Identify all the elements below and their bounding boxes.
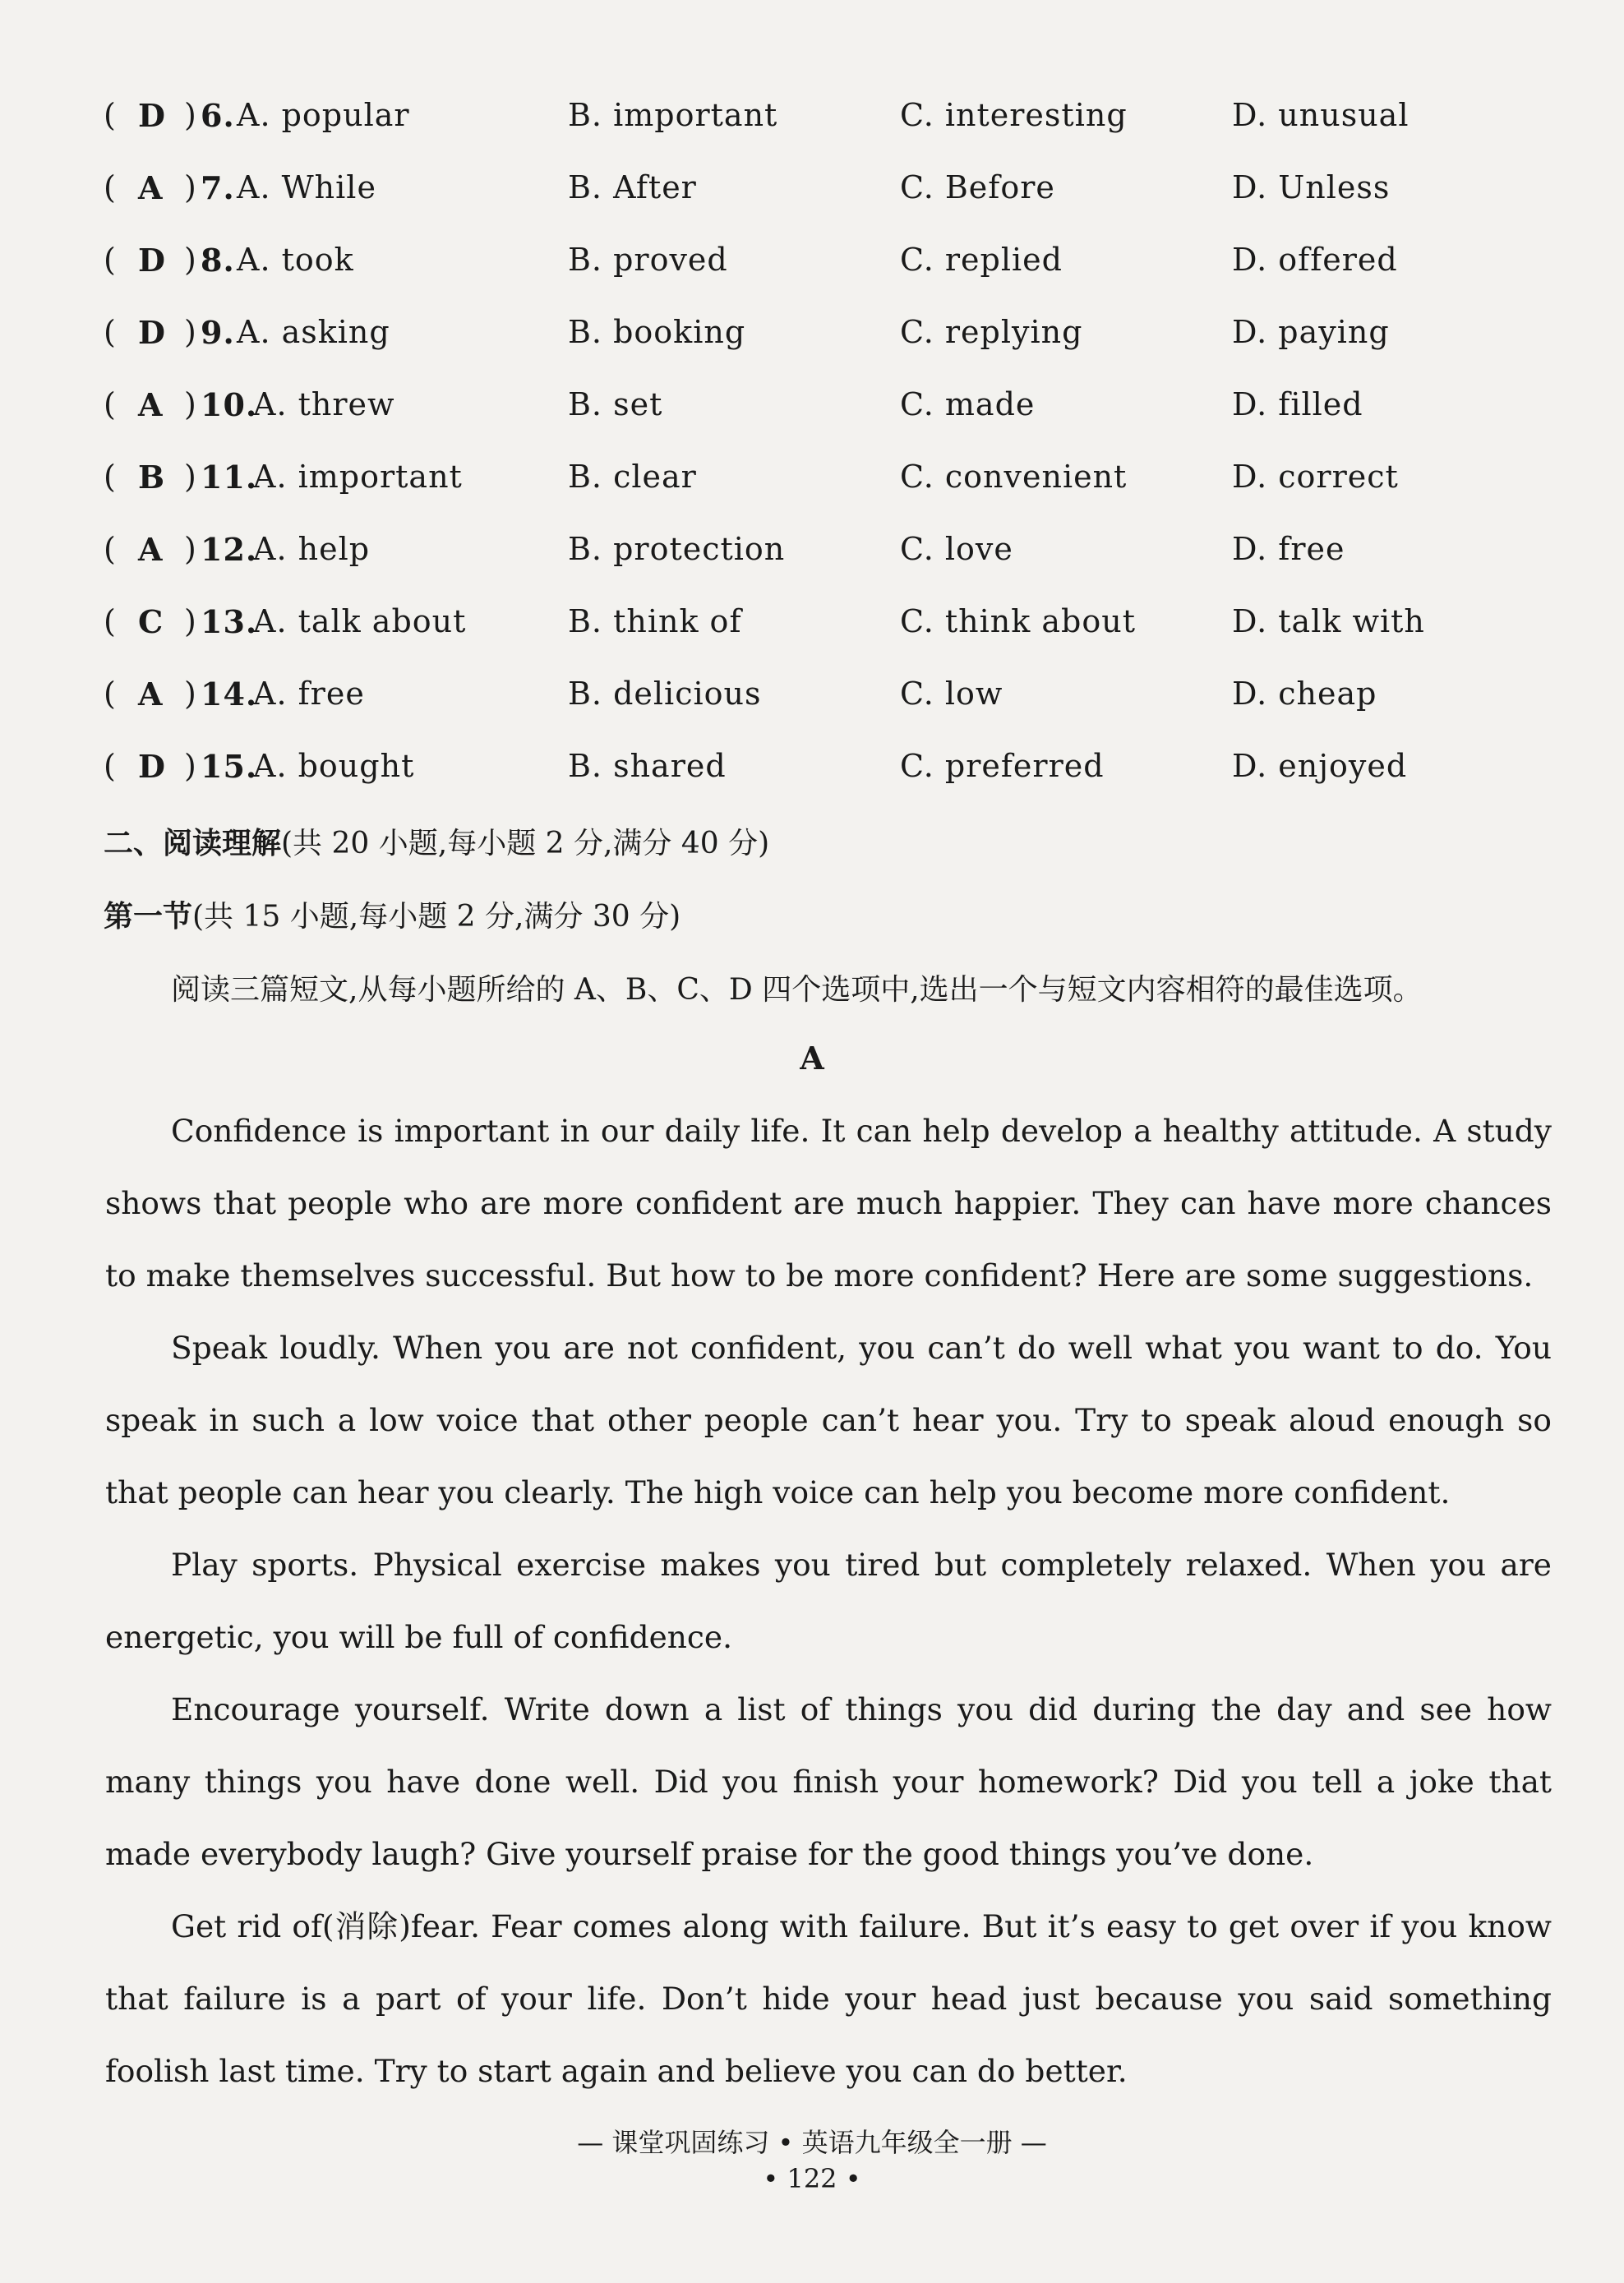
part-title: 第一节 [104,900,193,934]
option-b: B. important [568,97,778,133]
option-b: B. think of [568,603,742,639]
paren-close: ) [184,97,197,133]
option-c: C. Before [900,169,1055,205]
option-b: B. clear [568,459,697,495]
option-b: B. shared [568,748,727,784]
option-b: B. delicious [568,676,762,712]
answer-letter: A [138,169,164,206]
option-d: D. enjoyed [1232,748,1408,784]
question-number: 10. [201,386,258,423]
paren-open: ( [104,676,117,712]
option-c: C. convenient [900,459,1128,495]
answer-letter: A [138,676,164,713]
question-number: 13. [201,603,258,640]
passage-paragraph: Confidence is important in our daily life. It can help develop a healthy attitude. A study shows that people who are more confident are much happier. They can have more chances to make themselves successful. But how to be more confident? Here are some suggestions. [105,1113,1552,1294]
option-d: D. correct [1232,459,1399,495]
paren-open: ( [104,314,117,350]
option-b: B. set [568,386,663,422]
passage-paragraph: Play sports. Physical exercise makes you tired but completely relaxed. When you are energetic, you will be full of confidence. [105,1547,1552,1655]
option-d: D. cheap [1232,676,1377,712]
option-d: D. unusual [1232,97,1409,133]
question-row [104,748,1566,797]
question-number: 14. [201,676,258,713]
paren-close: ) [184,169,197,205]
part-note: (共 15 小题,每小题 2 分,满分 30 分) [192,900,681,934]
paren-close: ) [184,603,197,639]
answer-letter: D [138,242,166,279]
paren-open: ( [104,97,117,133]
answer-letter: D [138,314,166,351]
question-number: 7. [201,169,235,206]
paren-open: ( [104,603,117,639]
passage-paragraph: Encourage yourself. Write down a list of things you did during the day and see how many things you have done well. Did you finish your homework? Did you tell a joke that made everybody laugh? Give yourself praise for the good things you’ve done. [105,1691,1552,1872]
option-b: B. booking [568,314,746,350]
option-a: A. popular [237,97,410,133]
question-row [104,242,1566,291]
option-c: C. love [900,531,1013,567]
paren-close: ) [184,386,197,422]
question-row [104,97,1566,146]
paren-open: ( [104,531,117,567]
answer-letter: B [138,459,166,496]
book-title-footer: — 课堂巩固练习 • 英语九年级全一册 — [577,2127,1047,2158]
option-c: C. replied [900,242,1063,278]
option-c: C. made [900,386,1036,422]
option-a: A. important [253,459,463,495]
question-row [104,676,1566,725]
question-row [104,169,1566,219]
page-number: • 122 • [763,2163,861,2194]
section-heading [104,820,769,862]
option-c: C. preferred [900,748,1105,784]
question-row [104,531,1566,580]
answer-letter: A [138,531,164,568]
option-a: A. asking [237,314,390,350]
option-b: B. proved [568,242,728,278]
paren-close: ) [184,748,197,784]
option-a: A. talk about [253,603,467,639]
paren-close: ) [184,531,197,567]
option-d: D. offered [1232,242,1398,278]
paren-close: ) [184,314,197,350]
option-d: D. free [1232,531,1345,567]
question-number: 9. [201,314,235,351]
option-a: A. free [253,676,365,712]
answer-letter: D [138,97,166,134]
question-number: 6. [201,97,235,134]
option-a: A. bought [253,748,415,784]
section-title: 二、阅读理解 [104,827,282,860]
passage-paragraph: Get rid of(消除)fear. Fear comes along with failure. But it’s easy to get over if you know that failure is a part of your life. Don’t hide your head just because you said something foolish last time. Try to start again and believe you can do better. [105,1908,1552,2089]
question-number: 11. [201,459,258,496]
option-c: C. replying [900,314,1083,350]
answer-letter: D [138,748,166,785]
option-b: B. protection [568,531,786,567]
option-a: A. While [237,169,376,205]
question-row [104,314,1566,363]
option-d: D. paying [1232,314,1390,350]
part-heading [104,893,681,935]
question-row [104,459,1566,508]
passage-paragraph: Speak loudly. When you are not confident, you can’t do well what you want to do. You speak in such a low voice that other people can’t hear you. Try to speak aloud enough so that people can hear you clearly. The high voice can help you become more confident. [105,1330,1552,1510]
paren-open: ( [104,386,117,422]
question-row [104,603,1566,653]
paren-open: ( [104,169,117,205]
option-c: C. interesting [900,97,1128,133]
question-number: 12. [201,531,258,568]
answer-letter: A [138,386,164,423]
option-b: B. After [568,169,697,205]
option-c: C. low [900,676,1003,712]
paren-close: ) [184,242,197,278]
question-number: 8. [201,242,235,279]
option-a: A. help [253,531,371,567]
paren-open: ( [104,748,117,784]
section-note: (共 20 小题,每小题 2 分,满分 40 分) [281,827,770,860]
instructions: 阅读三篇短文,从每小题所给的 A、B、C、D 四个选项中,选出一个与短文内容相符的最佳选项。 [171,973,1423,1007]
paren-open: ( [104,242,117,278]
paren-close: ) [184,459,197,495]
question-number: 15. [201,748,258,785]
answer-letter: C [138,603,164,640]
question-row [104,386,1566,436]
option-a: A. threw [253,386,395,422]
option-a: A. took [237,242,354,278]
option-d: D. talk with [1232,603,1425,639]
paren-close: ) [184,676,197,712]
passage-label: A [800,1040,824,1077]
option-d: D. filled [1232,386,1363,422]
option-d: D. Unless [1232,169,1391,205]
option-c: C. think about [900,603,1136,639]
paren-open: ( [104,459,117,495]
